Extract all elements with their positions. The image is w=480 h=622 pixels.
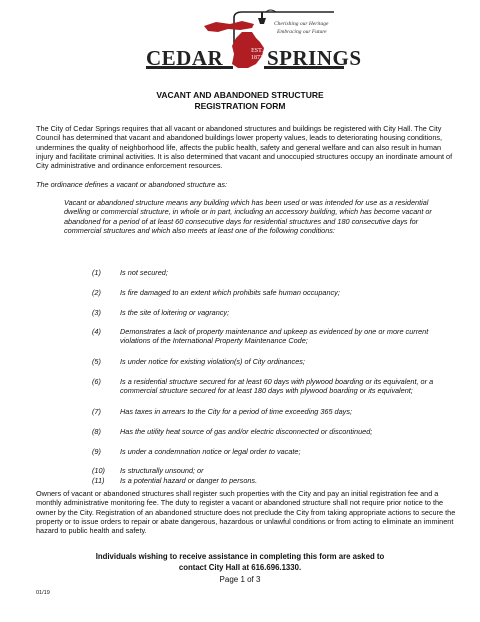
condition-text: Is a residential structure secured for at least 60 days with plywood boarding or its equivalent, or a commercial structure secured for at least 180 days with plywood boarding or its equivalent; [120, 377, 434, 396]
closing-paragraph: Owners of vacant or abandoned structures shall register such properties with the City and pay an initial registration fee and a monthly administrative monitoring fee. The duty to register a vacant or abandoned structure shall not require prior notice to the owner by the City. Registration of an abandoned structure does not preclude the City from taking appropriate actions to secure the property or to issue orders to repair or abate dangerous, hazardous or unlawful conditions or from acting to eliminate an imminent hazard to public health and safety. [36, 489, 456, 536]
condition-number: (1) [92, 268, 101, 277]
condition-text: Is fire damaged to an extent which prohibits safe human occupancy; [120, 288, 340, 297]
logo-tagline-1: Cherishing our Heritage [274, 21, 329, 27]
logo-year: 1871 [251, 55, 263, 61]
condition-number: (3) [92, 308, 101, 317]
form-title: VACANT AND ABANDONED STRUCTURE [156, 90, 324, 100]
logo-tagline-2: Embracing our Future [277, 29, 327, 35]
condition-number: (8) [92, 427, 101, 436]
condition-text: Is structurally unsound; or [120, 466, 204, 475]
condition-number: (10) [92, 466, 105, 475]
city-logo [146, 8, 362, 74]
condition-text: Has taxes in arrears to the City for a period of time exceeding 365 days; [120, 407, 352, 416]
definition-paragraph: Vacant or abandoned structure means any building which has been used or was intended for use as a residential dwelling or commercial structure, in whole or in part, including an accessory building, which has become vacant or abandoned for a period of at least 60 consecutive days for residential structures and 180 consecutive days for commercial structures and which also meets at least one of the following conditions: [64, 198, 432, 235]
condition-number: (7) [92, 407, 101, 416]
condition-text: Has the utility heat source of gas and/or electric disconnected or discontinued; [120, 427, 373, 436]
condition-number: (2) [92, 288, 101, 297]
condition-text: Is the site of loitering or vagrancy; [120, 308, 230, 317]
condition-text: Is under notice for existing violation(s) of City ordinances; [120, 357, 305, 366]
condition-text: Demonstrates a lack of property maintenance and upkeep as evidenced by one or more current violations of the International Property Maintenance Code; [120, 327, 429, 346]
logo-word-springs: SPRINGS [267, 46, 362, 70]
logo-est-label: EST. [251, 48, 263, 54]
condition-number: (4) [92, 327, 101, 336]
page-number: Page 1 of 3 [219, 575, 261, 584]
condition-number: (11) [92, 476, 105, 485]
help-contact: contact City Hall at 616.696.1330. [178, 563, 302, 572]
ordinance-lead: The ordinance defines a vacant or abandoned structure as: [36, 180, 228, 189]
condition-text: Is a potential hazard or danger to persons. [120, 476, 258, 485]
logo-est [244, 48, 270, 62]
logo-word-cedar: CEDAR [146, 46, 224, 70]
form-code: 01/19 [36, 590, 50, 596]
condition-text: Is under a condemnation notice or legal order to vacate; [120, 447, 301, 456]
help-note: Individuals wishing to receive assistance in completing this form are asked to [95, 552, 385, 561]
condition-number: (9) [92, 447, 101, 456]
condition-text: Is not secured; [120, 268, 168, 277]
condition-number: (6) [92, 377, 101, 386]
form-subtitle: REGISTRATION FORM [194, 101, 286, 111]
condition-number: (5) [92, 357, 101, 366]
intro-paragraph: The City of Cedar Springs requires that all vacant or abandoned structures and buildings be registered with City Hall. The City Council has determined that vacant and abandoned buildings lower property values, leads to deteriorating housing conditions, undermines the quality of neighborhood life, affects the public health, safety and general welfare and can also result in human injury and facilitate criminal activities. It is also determined that vacant and unoccupied structures occupy an inordinate amount of City administrative and ordinance enforcement resources. [36, 124, 453, 171]
